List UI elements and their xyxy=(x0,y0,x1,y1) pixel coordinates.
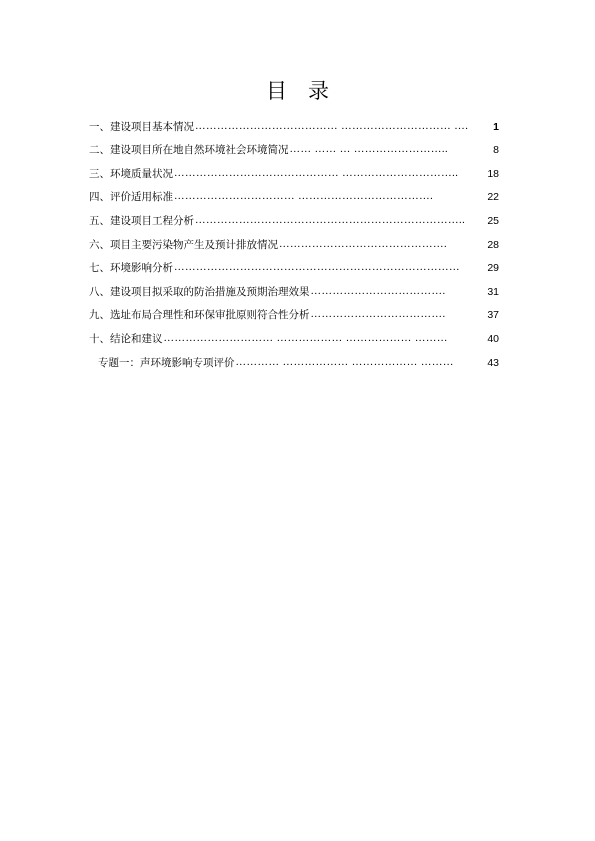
toc-entry-label: 二、建设项目所在地自然环境社会环境简况 xyxy=(89,144,289,157)
toc-entry-label: 八、建设项目拟采取的防治措施及预期治理效果 xyxy=(89,285,310,298)
toc-entry-leader: ……………………………………………………………….. xyxy=(195,214,466,226)
toc-entry-leader: …………………………… ………………………………. xyxy=(174,191,434,203)
toc-entry-page: 31 xyxy=(487,285,499,298)
toc-entry-2[interactable] xyxy=(89,134,499,158)
toc-entry-3[interactable] xyxy=(89,157,499,181)
toc-entry-page: 1 xyxy=(493,120,499,133)
toc-entry-page: 43 xyxy=(487,356,499,369)
toc-entry-leader: ………………………………………. xyxy=(279,238,448,250)
toc-entry-page: 29 xyxy=(487,262,499,275)
toc-entry-label: 一、建设项目基本情况 xyxy=(89,120,194,133)
toc-entry-page: 37 xyxy=(487,309,499,322)
toc-entry-special-topic[interactable] xyxy=(89,346,499,370)
toc-entry-leader: ………………………………. xyxy=(310,285,446,297)
toc-entry-page: 40 xyxy=(487,332,499,345)
toc-entry-label: 九、选址布局合理性和环保审批原则符合性分析 xyxy=(89,309,310,322)
toc-entry-page: 28 xyxy=(487,238,499,251)
toc-entry-label: 专题一：声环境影响专项评价 xyxy=(98,356,235,369)
toc-entry-page: 22 xyxy=(487,191,499,204)
toc-entry-leader: ………………………… ……………… ……………… ……… xyxy=(163,332,448,344)
toc-entry-leader: ………………………………… ………………………… …. xyxy=(195,120,469,132)
toc-entry-label: 三、环境质量状况 xyxy=(89,167,173,180)
toc-entry-leader: …… …… … …………………….. xyxy=(289,144,449,156)
toc-entry-9[interactable] xyxy=(89,299,499,323)
toc-entry-1[interactable] xyxy=(89,110,499,134)
toc-entry-label: 十、结论和建议 xyxy=(89,332,163,345)
toc-entry-leader: ……………………………………… ………………………….. xyxy=(174,167,459,179)
toc-entry-leader: ………… ……………… ……………… ……… xyxy=(235,356,454,368)
toc-entry-page: 18 xyxy=(487,167,499,180)
toc-entry-page: 8 xyxy=(493,144,499,157)
toc-entry-label: 七、环境影响分析 xyxy=(89,262,173,275)
toc-entry-4[interactable] xyxy=(89,181,499,205)
toc-entry-leader: ………………………………. xyxy=(310,309,446,321)
toc-entry-page: 25 xyxy=(487,214,499,227)
toc-entry-10[interactable] xyxy=(89,322,499,346)
toc-entry-7[interactable] xyxy=(89,252,499,276)
toc-entry-leader: …………………………………………………………………… xyxy=(174,262,460,274)
toc-entry-label: 六、项目主要污染物产生及预计排放情况 xyxy=(89,238,278,251)
page-title: 目 录 xyxy=(266,79,329,103)
toc-entry-6[interactable] xyxy=(89,228,499,252)
table-of-contents xyxy=(89,110,499,370)
toc-entry-label: 四、评价适用标准 xyxy=(89,191,173,204)
toc-entry-8[interactable] xyxy=(89,275,499,299)
toc-entry-label: 五、建设项目工程分析 xyxy=(89,214,194,227)
toc-entry-5[interactable] xyxy=(89,204,499,228)
